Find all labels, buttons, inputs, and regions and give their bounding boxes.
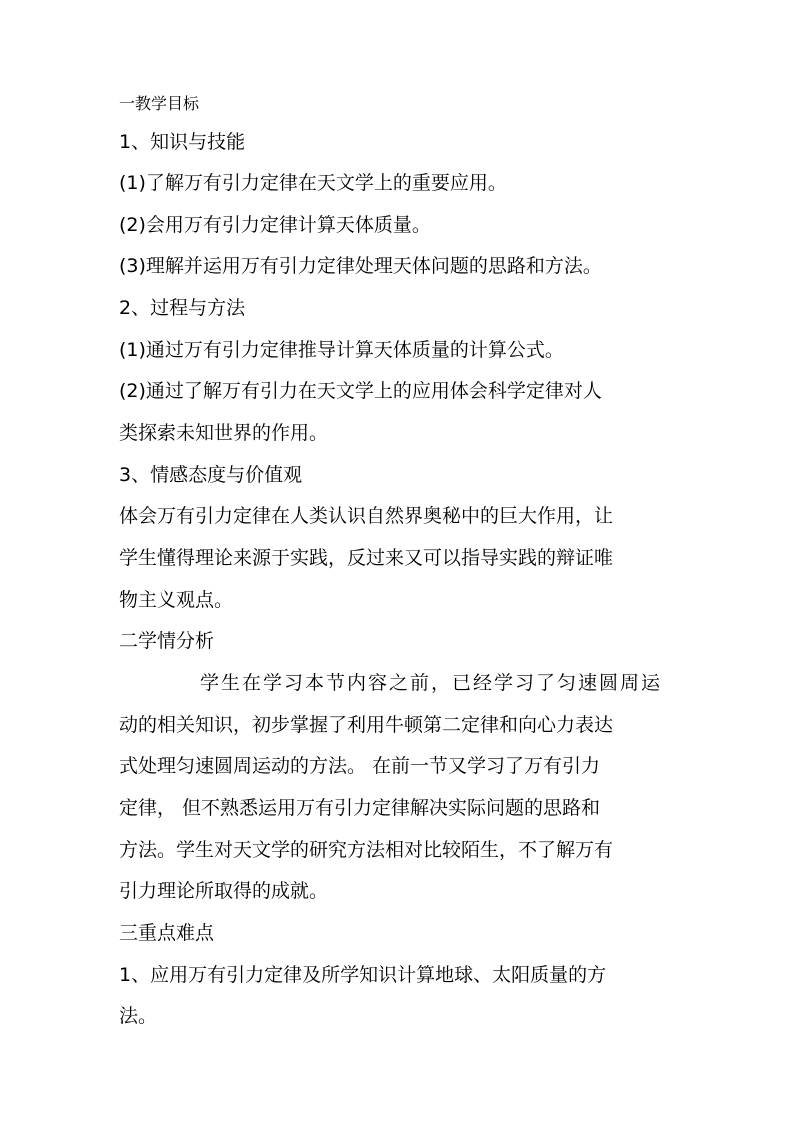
analysis-line-1: 学生在学习本节内容之前，已经学习了匀速圆周运 [200,672,663,694]
analysis-line-5: 方法。学生对天文学的研究方法相对比较陌生，不了解万有 [119,839,614,861]
section-2-item-2-line-2: 类探索未知世界的作用。 [119,422,329,444]
section-1-item-1: (1)了解万有引力定律在天文学上的重要应用。 [119,172,507,194]
section-3-line-3: 物主义观点。 [119,589,234,611]
section-2-item-2-line-1: (2)通过了解万有引力在天文学上的应用体会科学定律对人 [119,380,602,402]
analysis-line-2: 动的相关知识，初步掌握了利用牛顿第二定律和向心力表达 [119,714,614,736]
heading-key-points: 三重点难点 [119,922,215,944]
section-1-item-3: (3)理解并运用万有引力定律处理天体问题的思路和方法。 [119,255,602,277]
section-3-line-2: 学生懂得理论来源于实践，反过来又可以指导实践的辩证唯 [119,547,614,569]
heading-teaching-goals: 一教学目标 [119,94,200,113]
section-2-item-1: (1)通过万有引力定律推导计算天体质量的计算公式。 [119,339,564,361]
section-2-title: 2、过程与方法 [119,297,246,319]
analysis-line-3: 式处理匀速圆周运动的方法。 在前一节又学习了万有引力 [119,755,601,777]
section-1-item-2: (2)会用万有引力定律计算天体质量。 [119,214,431,236]
section-1-title: 1、知识与技能 [119,131,246,153]
analysis-line-4: 定律， 但不熟悉运用万有引力定律解决实际问题的思路和 [119,797,601,819]
section-3-line-1: 体会万有引力定律在人类认识自然界奥秘中的巨大作用，让 [119,505,614,527]
key-points-line-1: 1、应用万有引力定律及所学知识计算地球、太阳质量的方 [119,964,607,986]
heading-student-analysis: 二学情分析 [119,630,215,652]
key-points-line-2: 法。 [119,1005,158,1027]
section-3-title: 3、情感态度与价值观 [119,464,303,486]
analysis-line-6: 引力理论所取得的成就。 [119,880,329,902]
